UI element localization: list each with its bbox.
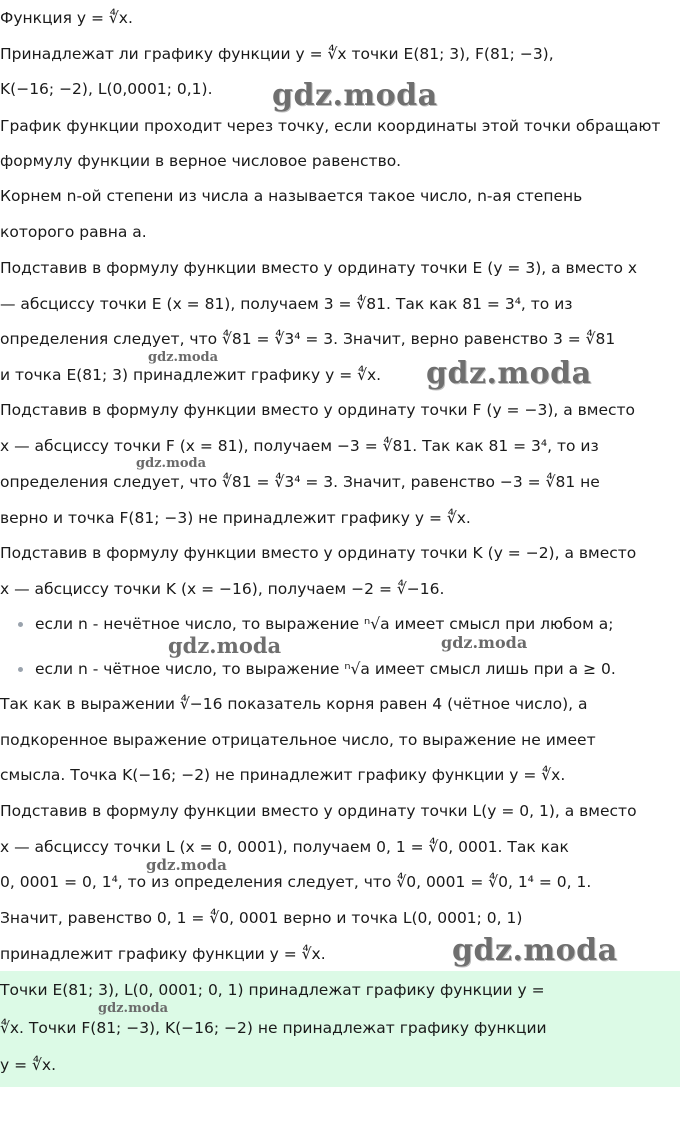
text-line: — абсциссу точки E (x = 81), получаем 3 = ∜81. Так как 81 = 3⁴, то из xyxy=(0,295,573,313)
list-item: если n - нечётное число, то выражение ⁿ√a имеет смысл при любом a; xyxy=(35,615,614,633)
watermark-logo: gdz.moda xyxy=(441,633,528,652)
watermark-logo: gdz.moda xyxy=(168,633,282,658)
text-line: Подставив в формулу функции вместо y ординату точки E (y = 3), а вместо x xyxy=(0,259,638,277)
watermark-logo: gdz.moda xyxy=(136,456,207,471)
text-line: определения следует, что ∜81 = ∜3⁴ = 3. Значит, равенство −3 = ∜81 не xyxy=(0,473,600,491)
text-line: которого равна a. xyxy=(0,223,147,241)
text-line: и точка E(81; 3) принадлежит графику y = ∜x. xyxy=(0,366,382,384)
text-line: смысла. Точка K(−16; −2) не принадлежит графику функции y = ∜x. xyxy=(0,766,566,784)
list-item: если n - чётное число, то выражение ⁿ√a имеет смысл лишь при a ≥ 0. xyxy=(35,660,616,678)
text-line: Подставив в формулу функции вместо y ординату точки L(y = 0, 1), а вместо xyxy=(0,802,637,820)
watermark-logo: gdz.moda xyxy=(272,78,438,113)
text-line: Принадлежат ли графику функции y = ∜x точки E(81; 3), F(81; −3), xyxy=(0,45,554,63)
watermark-logo: gdz.moda xyxy=(98,1001,169,1016)
text-line: Корнем n-ой степени из числа a называется такое число, n-ая степень xyxy=(0,187,583,205)
answer-line: ∜x. Точки F(81; −3), K(−16; −2) не принадлежат графику функции xyxy=(0,1019,547,1037)
text-line: Так как в выражении ∜−16 показатель корня равен 4 (чётное число), а xyxy=(0,695,588,713)
text-line: подкоренное выражение отрицательное число, то выражение не имеет xyxy=(0,731,596,749)
text-line: Подставив в формулу функции вместо y ординату точки K (y = −2), а вместо xyxy=(0,544,637,562)
text-line: Функция y = ∜x. xyxy=(0,9,133,27)
watermark-logo: gdz.moda xyxy=(452,933,618,968)
text-line: x — абсциссу точки K (x = −16), получаем −2 = ∜−16. xyxy=(0,580,445,598)
text-line: Значит, равенство 0, 1 = ∜0, 0001 верно и точка L(0, 0001; 0, 1) xyxy=(0,909,523,927)
text-line: x — абсциссу точки F (x = 81), получаем −3 = ∜81. Так как 81 = 3⁴, то из xyxy=(0,437,599,455)
watermark-logo: gdz.moda xyxy=(148,350,219,365)
text-line: формулу функции в верное числовое равенство. xyxy=(0,152,402,170)
watermark-logo: gdz.moda xyxy=(426,356,592,391)
text-line: определения следует, что ∜81 = ∜3⁴ = 3. Значит, верно равенство 3 = ∜81 xyxy=(0,330,616,348)
text-line: верно и точка F(81; −3) не принадлежит графику y = ∜x. xyxy=(0,509,471,527)
bullet-dot xyxy=(18,622,23,627)
bullet-dot xyxy=(18,667,23,672)
text-line: принадлежит графику функции y = ∜x. xyxy=(0,945,326,963)
text-line: 0, 0001 = 0, 1⁴, то из определения следует, что ∜0, 0001 = ∜0, 1⁴ = 0, 1. xyxy=(0,873,592,891)
text-line: K(−16; −2), L(0,0001; 0,1). xyxy=(0,80,213,98)
text-line: x — абсциссу точки L (x = 0, 0001), получаем 0, 1 = ∜0, 0001. Так как xyxy=(0,838,569,856)
text-line: Подставив в формулу функции вместо y ординату точки F (y = −3), а вместо xyxy=(0,401,636,419)
text-line: График функции проходит через точку, если координаты этой точки обращают xyxy=(0,117,661,135)
answer-line: y = ∜x. xyxy=(0,1056,56,1074)
watermark-logo: gdz.moda xyxy=(146,856,227,874)
answer-line: Точки E(81; 3), L(0, 0001; 0, 1) принадлежат графику функции y = xyxy=(0,981,545,999)
